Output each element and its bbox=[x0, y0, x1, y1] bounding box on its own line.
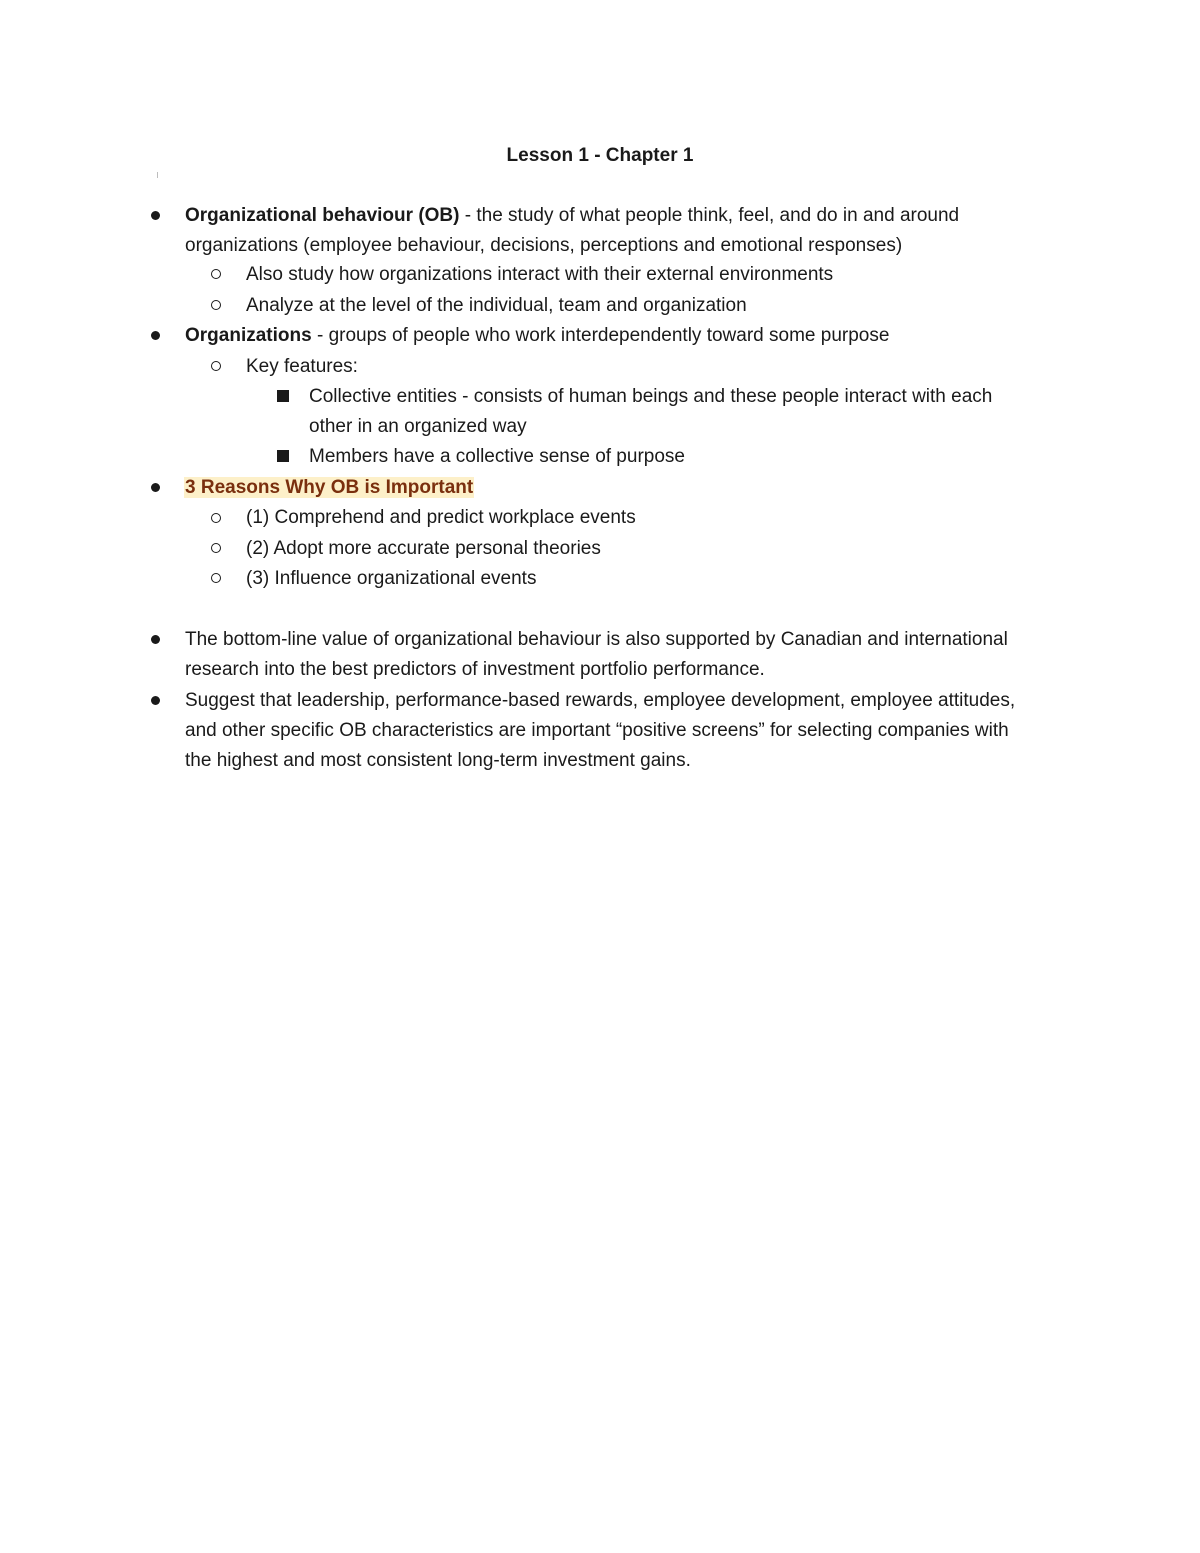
ruler-tick-mark bbox=[157, 172, 158, 178]
sub-bullet-text: Also study how organizations interact with their external environments bbox=[246, 264, 834, 285]
sub-bullet-text: (1) Comprehend and predict workplace events bbox=[246, 507, 636, 528]
closing-text: The bottom-line value of organizational behaviour is also supported by Canadian and international bbox=[185, 629, 1008, 650]
sub-bullet-text: (3) Influence organizational events bbox=[246, 568, 537, 589]
term-ob: Organizational behaviour (OB) bbox=[185, 205, 460, 226]
bullet-circle-icon bbox=[211, 300, 221, 310]
sub-sub-bullet-text-continued: other in an organized way bbox=[309, 416, 527, 437]
bullet-square-icon bbox=[277, 390, 289, 402]
sub-bullet-text: Key features: bbox=[246, 356, 358, 377]
bullet-circle-icon bbox=[211, 573, 221, 583]
bullet-dot-icon bbox=[151, 483, 160, 492]
page-title: Lesson 1 - Chapter 1 bbox=[506, 145, 694, 166]
bullet-circle-icon bbox=[211, 269, 221, 279]
bullet-dot-icon bbox=[151, 331, 160, 340]
sub-sub-bullet-text: Members have a collective sense of purpose bbox=[309, 446, 685, 467]
closing-text: Suggest that leadership, performance-based rewards, employee development, employee attitudes, bbox=[185, 690, 1016, 711]
bullet-circle-icon bbox=[211, 543, 221, 553]
bullet-dot-icon bbox=[151, 211, 160, 220]
term-organizations: Organizations bbox=[185, 325, 312, 346]
highlighted-heading: 3 Reasons Why OB is Important bbox=[185, 477, 474, 498]
bullet-text-organizations bbox=[185, 321, 889, 351]
bullet-text-ob-continued: organizations (employee behaviour, decisions, perceptions and emotional responses) bbox=[185, 235, 903, 256]
bullet-dot-icon bbox=[151, 696, 160, 705]
closing-text-continued: research into the best predictors of investment portfolio performance. bbox=[185, 659, 765, 680]
closing-text-continued: and other specific OB characteristics are important “positive screens” for selecting companies with bbox=[185, 720, 1009, 741]
sub-bullet-text: Analyze at the level of the individual, team and organization bbox=[246, 295, 747, 316]
sub-sub-bullet-text: Collective entities - consists of human beings and these people interact with each bbox=[309, 386, 993, 407]
definition-organizations: - groups of people who work interdependently toward some purpose bbox=[311, 325, 890, 346]
bullet-text-ob bbox=[185, 201, 959, 231]
closing-text-continued: the highest and most consistent long-term investment gains. bbox=[185, 750, 691, 771]
bullet-circle-icon bbox=[211, 513, 221, 523]
bullet-square-icon bbox=[277, 450, 289, 462]
sub-bullet-text: (2) Adopt more accurate personal theories bbox=[246, 538, 601, 559]
bullet-dot-icon bbox=[151, 635, 160, 644]
bullet-circle-icon bbox=[211, 361, 221, 371]
bullet-text-reasons bbox=[184, 473, 474, 503]
definition-ob: - the study of what people think, feel, and do in and around bbox=[459, 205, 960, 226]
